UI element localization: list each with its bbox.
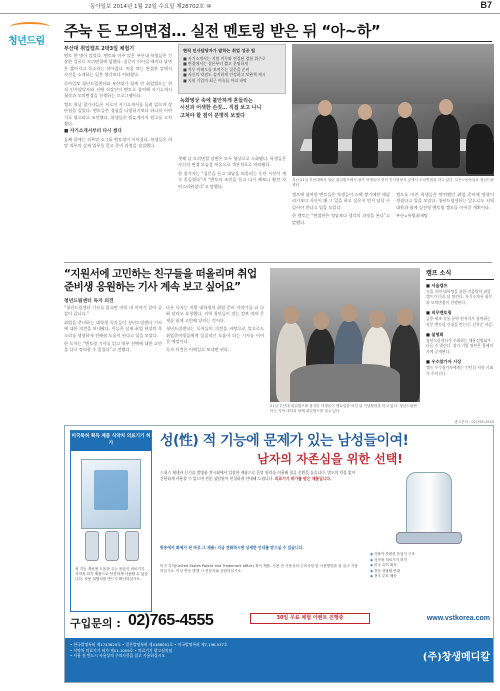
ad-phone-number: 02)765-4555 (128, 612, 214, 629)
divider (64, 41, 492, 42)
ad-website: www.vstkorea.com (426, 615, 490, 622)
paragraph: 동아일보 청년드림센터와 부산대가 함께 연 취업캠프는 현직 인사담당자와 선배 직장인이 멘토로 참여해 자기소개서 첨삭과 모의면접을 진행하는 프로그램이다. (64, 80, 172, 99)
main-headline: 주눅 든 모의면접… 실전 멘토링 받은 뒤 “아~하” (64, 22, 381, 40)
ad-product-panel (70, 430, 152, 612)
info-box-item: ■ 자신의 약점도 솔직하게 인정하고 보완책 제시 (183, 72, 281, 77)
paragraph: 셋째 날 모의면접 장면은 모두 영상으로 녹화됐다. 학생들은 자신의 면접 모습을 처음으로 객관적으로 바라봤다. (178, 156, 286, 168)
ad-mid-text: 미국 특허(United States Patent and Trademark office) 획득 제품. 사용 전 사용상의 주의사항 및 사용방법을 잘 읽고 사용하십시오. 이상 반응 발생 시 전문가와 상담하십시오. (160, 564, 358, 574)
ad-body (160, 470, 360, 481)
person-head (313, 312, 329, 330)
info-box-item: ■ 자기소개서는 지원 직무와 연결된 경험 위주로 (183, 56, 281, 61)
section-logo-text: 청년드림 (8, 36, 45, 47)
person-figure (432, 114, 460, 168)
sidebar-item-head: ■ 서울캠프 (426, 283, 448, 288)
checklist-item: ◉ 전국 무료 배송 (370, 574, 488, 580)
front-row (290, 364, 400, 402)
bottle-icon (125, 531, 139, 561)
photo-caption: 지난 21일 부산대에서 열린 취업캠프에서 참가 학생들이 현직 인사담당자 앞에서 모의면접을 하고 있다. 부산=동아일보 청년드림센터 (292, 178, 494, 187)
checklist-item: ◉ 사용이 간편한 음압식 구조 (370, 552, 488, 558)
ad-footer-line: • 사용 전 반드시 사용상의 주의사항을 읽고 사용하십시오 (70, 653, 166, 659)
subhead: ■ 자기소개서부터 다시 썼다 (64, 129, 122, 135)
paragraph: 캠프를 마친 학생들은 막연했던 취업 준비에 방향이 생겼다고 입을 모았다. 청년드림센터는 앞으로도 지역 대학과 함께 실전형 멘토링 캠프를 이어갈 계획이다. (396, 192, 494, 210)
sidebar-item-head: ■ 설명회 (426, 332, 444, 338)
left-column (64, 53, 172, 257)
divider (64, 262, 492, 263)
sidebar-title: 캠프 소식 (426, 268, 494, 280)
person-head (358, 104, 372, 120)
paragraph: 취업을 준비하는 대학생 독자들이 청년드림센터 기사에 대한 의견을 보내왔다. 이들은 실제 취업 현장의 목소리를 생생하게 전해줘 도움이 된다고 입을 모았다. (64, 319, 162, 338)
person-head (397, 308, 413, 326)
ad-footer-line: • 식약처 의료기기 허가 제11-1009호 • 의료기기 광고심의필 (70, 647, 173, 653)
second-kicker: 청년드림센터 독자 의견 (64, 299, 114, 304)
section-logo (6, 18, 58, 60)
ad-promo: 30일 무료 체험 이벤트 진행중 (250, 613, 370, 624)
group-photo (270, 268, 420, 402)
sidebar-item-head: ■ 직무멘토링 (426, 310, 452, 316)
second-column (166, 305, 264, 415)
ad-headline: 성(性) 적 기능에 문제가 있는 남성들이여! (160, 433, 409, 449)
info-box-item: ■ 면접에서는 결론부터 짧고 분명하게 (183, 61, 281, 66)
ad-body-highlight: 의료기기 허가를 받은 제품입니다. (274, 475, 332, 481)
logo-arc-icon (10, 22, 50, 32)
bottle-icon (105, 531, 119, 561)
masthead-info: 동아일보 2014년 1월 22일 수요일 제28702호 ⑩ (90, 4, 212, 10)
right-column (292, 192, 390, 260)
page-number: B7 (480, 0, 492, 10)
person-head (318, 100, 332, 116)
person-figure (392, 116, 418, 168)
person-figure (466, 124, 494, 174)
ad-subheadline: 남자의 자존심을 위한 선택! (257, 452, 403, 466)
paragraph: 한 멘토는 “면접관은 정답보다 생각의 과정을 본다”고 말했다. (292, 213, 390, 225)
person-figure (352, 118, 378, 168)
sidebar-item-head: ■ 우수참가자 시상 (426, 359, 462, 365)
ad-badge: 미국특허 획득 제품 식약처 의료기기 허가 (71, 431, 151, 451)
paragraph: 청년드림센터는 독자들의 의견을 바탕으로 앞으로도 취업준비생들에게 실질적인 도움이 되는 기사를 이어갈 예정이다. (166, 326, 264, 345)
paragraph: 다른 독자는 지방 대학생의 취업 준비 이야기를 더 다뤄 달라고 요청했다. 지역 청년들이 겪는 정보 격차 문제를 함께 고민해 달라는 것이다. (166, 305, 264, 323)
left-kicker: 부산대 취업캠프 2박3일 체험기 (64, 46, 135, 52)
product-box-icon (81, 459, 141, 529)
person-head (439, 99, 453, 115)
masthead (0, 0, 500, 14)
person-head (283, 306, 299, 324)
byline: 부산=특별취재팀 (396, 213, 428, 219)
paragraph: 독자 의견은 이메일로 보내면 된다. (166, 347, 230, 353)
paragraph: 둘째 날에는 직무별 소그룹 멘토링이 이어졌다. 학생들은 희망 직무의 실제 업무를 묻고 준비 과정을 점검했다. (64, 136, 172, 149)
paragraph: 캠프에 참여한 멘토들은 학생들이 스펙 쌓기에만 매달리기보다 자신이 왜 그 일을 하고 싶은지 먼저 답할 수 있어야 한다고 입을 모았다. (292, 192, 390, 210)
info-box (178, 44, 286, 94)
pull-quote-line: 고쳐야 할 점이 분명히 보였다 (180, 112, 245, 119)
sidebar-item-body: 서울 지역 대학생을 위한 겨울방학 취업캠프가 다음 달 열린다. 자기소개서 첨삭과 모의면접이 진행된다. (426, 289, 492, 305)
ad-body-text: 스위스 제네바 신기술 발명품 전시회에서 입상한 제품으로 음압 원리를 이용해 혈류 순환을 돕습니다. 별도의 약물 없이 간편하게 사용할 수 있으며 전문 상담원이 친절하게 안내해 드립니다. (160, 470, 356, 481)
sidebar-item (426, 359, 494, 376)
paragraph: 한 독자는 “멘토링 기사를 읽고 직무 선택에 대한 고민을 다시 정리할 수 있었다”고 전했다. (64, 341, 162, 353)
device-icon (370, 468, 488, 548)
paragraph: 멘토 한 명이 앉았다. 멘토와 마주 앉은 부산대 학생들은 긴장한 얼굴로 모의면접에 임했다. 질문이 이어질 때마다 답변은 짧아지고 목소리는 작아졌다. 처음 보는 면접관 앞에서 자신을 소개하는 일은 생각보다 어려웠다. (64, 53, 172, 78)
ad-phone-label: 구입문의 : (70, 617, 121, 630)
person-head (369, 310, 385, 328)
paragraph: 한 참가자는 “질문을 듣고 대답을 떠올리는 동안 시선이 계속 흔들렸다”며 “멘토의 조언을 듣고 다시 해보니 훨씬 자연스러워졌다”고 말했다. (178, 170, 286, 189)
second-headline: “지원서에 고민하는 친구들을 떠올리며 취업준비생 응원하는 기사 계속 보고 싶어요” (64, 268, 257, 293)
person-head (398, 102, 412, 118)
pull-quote-line: 시선과 어색한 손짓… 직접 보고 나니 (180, 105, 262, 112)
sidebar-item-body: 캠프 우수참가자에게는 인턴십 지원 기회가 주어진다. (426, 365, 494, 376)
ad-footer-text (70, 642, 370, 659)
interview-photo (292, 44, 494, 176)
pull-quote-line: 녹화영상 속에 불안하게 흔들리는 (180, 98, 253, 104)
checklist-item: ◉ 미국 특허 획득 (370, 563, 488, 569)
info-box-item: ■ 지원 기업의 최근 이슈를 미리 파악 (183, 78, 281, 83)
ad-checklist (370, 552, 488, 580)
paragraph: 캠프 첫날 참가자들은 서로의 자기소개서를 돌려 읽으며 장단점을 짚었다. 멘토들은 경험을 나열하기보다 하나의 이야기로 엮으라고 조언했다. 학생들은 밤늦게까지 원고를 고쳐 썼다. (64, 101, 172, 127)
right-column (396, 192, 494, 260)
person-head (341, 304, 357, 322)
middle-column (178, 156, 286, 260)
ad-company-name: (주)창생메디칼 (422, 652, 490, 663)
sidebar-item (426, 332, 494, 354)
info-box-title: 현직 인사담당자가 말하는 취업 성공 팁 (183, 48, 256, 53)
camp-news-sidebar (426, 268, 494, 418)
bottle-icon (85, 531, 99, 561)
ad-mid-bar: 방송에서 화제가 된 바로 그 제품! 지금 전화하시면 상세한 안내를 받으실 수 있습니다. (160, 545, 304, 550)
ad-left-body: 성 기능 개선에 도움을 주는 음압식 의료기기. 식약처 허가 제품으로 안전하게 사용할 수 있습니다. 사용 설명서를 반드시 확인하십시오. (75, 567, 148, 582)
pull-quote (180, 98, 286, 120)
ad-topline: 광고문의 : 02)765-4555 (454, 420, 494, 424)
paragraph: “청년드림센터 기사를 읽으면 마치 내 이야기 같아 공감이 갑니다.” (64, 305, 162, 317)
checklist-item: ◉ 식약처 의료기기 허가 (370, 558, 488, 564)
sidebar-item (426, 310, 494, 327)
ad-footer-line: • 한국발명특허 제1743620호 • 일본발명특허 제4188051호 • 미국발명특허 제7,198,537호 (70, 642, 228, 647)
person-figure (312, 114, 338, 164)
photo-caption: 21일 부산대 취업캠프에 참가한 학생들이 멘토링을 마친 뒤 기념촬영을 하고 있다. 청년드림센터는 지역 대학과 함께 취업캠프를 열고 있다. (270, 404, 417, 413)
sidebar-item-body: 청년드림센터가 주최하는 채용설명회가 다음 주 열린다. 참가 기업 명단은 홈페이지에 공개된다. (426, 338, 494, 354)
sidebar-item (426, 283, 494, 305)
info-box-item: ■ 직무 이해도를 보여주는 질문을 준비 (183, 67, 281, 72)
checklist-item: ◉ 전문 상담원 안내 (370, 569, 488, 575)
second-column (64, 305, 162, 415)
sidebar-item-body: 금융·제조·유통 분야 현직자가 참여하는 직무 멘토링 신청을 받는다. 선착순 마감. (426, 316, 494, 327)
